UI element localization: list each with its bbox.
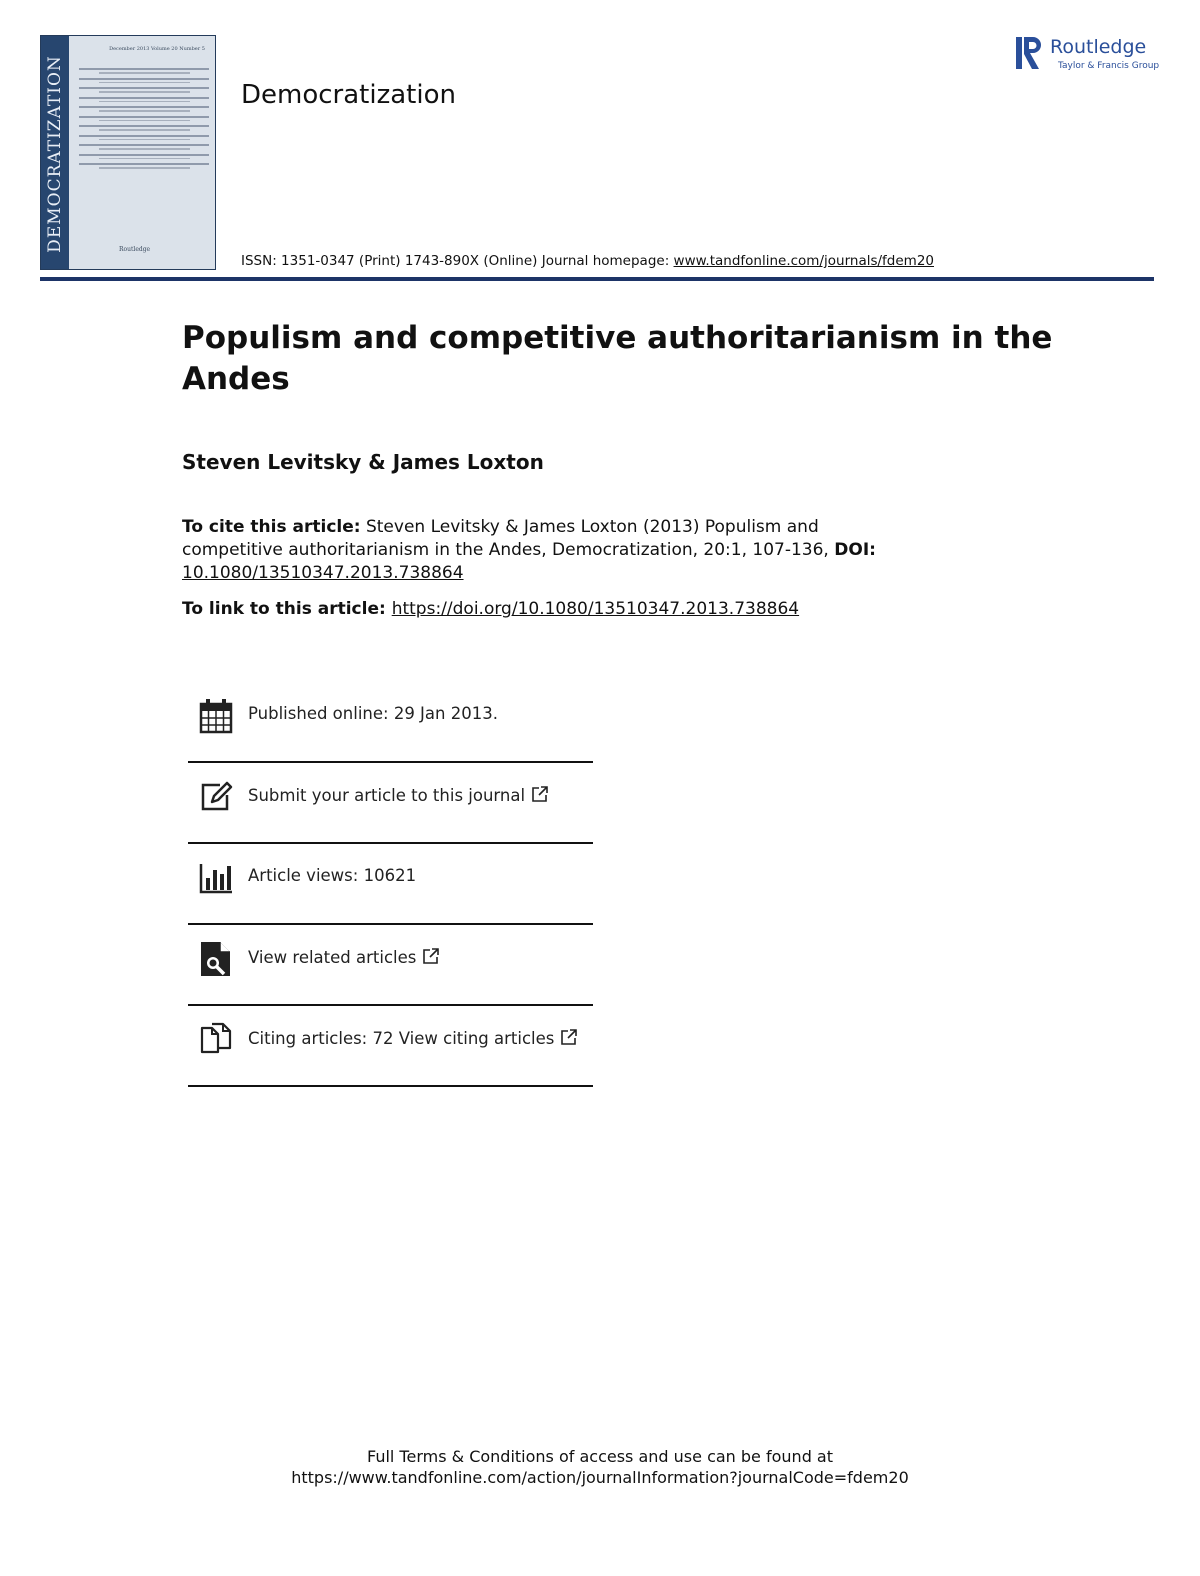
cite-text: Steven Levitsky & James Loxton (2013) Populism and competitive authoritarianism in the Andes, Democratization, 20:1, 107-136,: [182, 517, 835, 560]
link-label: To link to this article:: [182, 599, 392, 619]
views-text: Article views: 10621: [248, 866, 417, 885]
header-divider: [40, 277, 1154, 281]
published-row: [188, 682, 593, 763]
document-search-icon: [198, 939, 234, 979]
citing-row[interactable]: [188, 1006, 593, 1087]
journal-name: Democratization: [241, 80, 456, 110]
related-row[interactable]: [188, 925, 593, 1006]
external-link-icon: [531, 785, 549, 803]
issn-line: [241, 253, 934, 269]
cite-doi-label: DOI:: [834, 540, 876, 560]
article-doi-link[interactable]: https://doi.org/10.1080/13510347.2013.738864: [391, 599, 800, 619]
article-authors: Steven Levitsky & James Loxton: [182, 450, 544, 474]
citation-block: [182, 516, 902, 585]
related-text: View related articles: [248, 948, 417, 967]
footer-terms-url[interactable]: https://www.tandfonline.com/action/journalInformation?journalCode=fdem20: [291, 1468, 909, 1487]
footer: [0, 1446, 1200, 1488]
article-link-line: [182, 599, 799, 619]
external-link-icon: [560, 1028, 578, 1046]
article-title: Populism and competitive authoritarianism in the Andes: [182, 320, 1053, 397]
cite-label: To cite this article:: [182, 517, 361, 537]
footer-terms-text: Full Terms & Conditions of access and use can be found at: [366, 1447, 834, 1466]
documents-icon: [198, 1020, 234, 1060]
views-row: [188, 844, 593, 925]
external-link-icon: [422, 947, 440, 965]
cover-spine-title: DEMOCRATIZATION: [45, 55, 65, 253]
routledge-logo-icon: [1015, 33, 1045, 73]
citing-text: Citing articles: 72 View citing articles: [248, 1029, 555, 1048]
cover-contents-lines: [79, 64, 209, 169]
calendar-icon: [198, 696, 234, 736]
cite-doi-link[interactable]: 10.1080/13510347.2013.738864: [182, 563, 464, 583]
cover-spine: [41, 36, 69, 269]
edit-icon: [198, 777, 234, 817]
cover-publisher-mark: Routledge: [119, 246, 151, 253]
issn-text: ISSN: 1351-0347 (Print) 1743-890X (Online) Journal homepage:: [241, 253, 674, 269]
citing-link[interactable]: [248, 1028, 578, 1048]
journal-cover-image: [40, 35, 216, 270]
published-text: Published online: 29 Jan 2013.: [248, 704, 498, 723]
journal-homepage-link[interactable]: www.tandfonline.com/journals/fdem20: [673, 253, 934, 269]
publisher-name: Routledge: [1050, 36, 1147, 58]
bar-chart-icon: [198, 858, 234, 898]
cover-issue-text: December 2013 Volume 20 Number 5: [109, 46, 205, 52]
related-link[interactable]: [248, 947, 440, 967]
publisher-logo[interactable]: [1015, 33, 1165, 73]
publisher-subtitle: Taylor & Francis Group: [1058, 61, 1160, 71]
article-info-list: [188, 682, 593, 1087]
submit-text: Submit your article to this journal: [248, 786, 526, 805]
submit-link[interactable]: [248, 785, 549, 805]
submit-row[interactable]: [188, 763, 593, 844]
